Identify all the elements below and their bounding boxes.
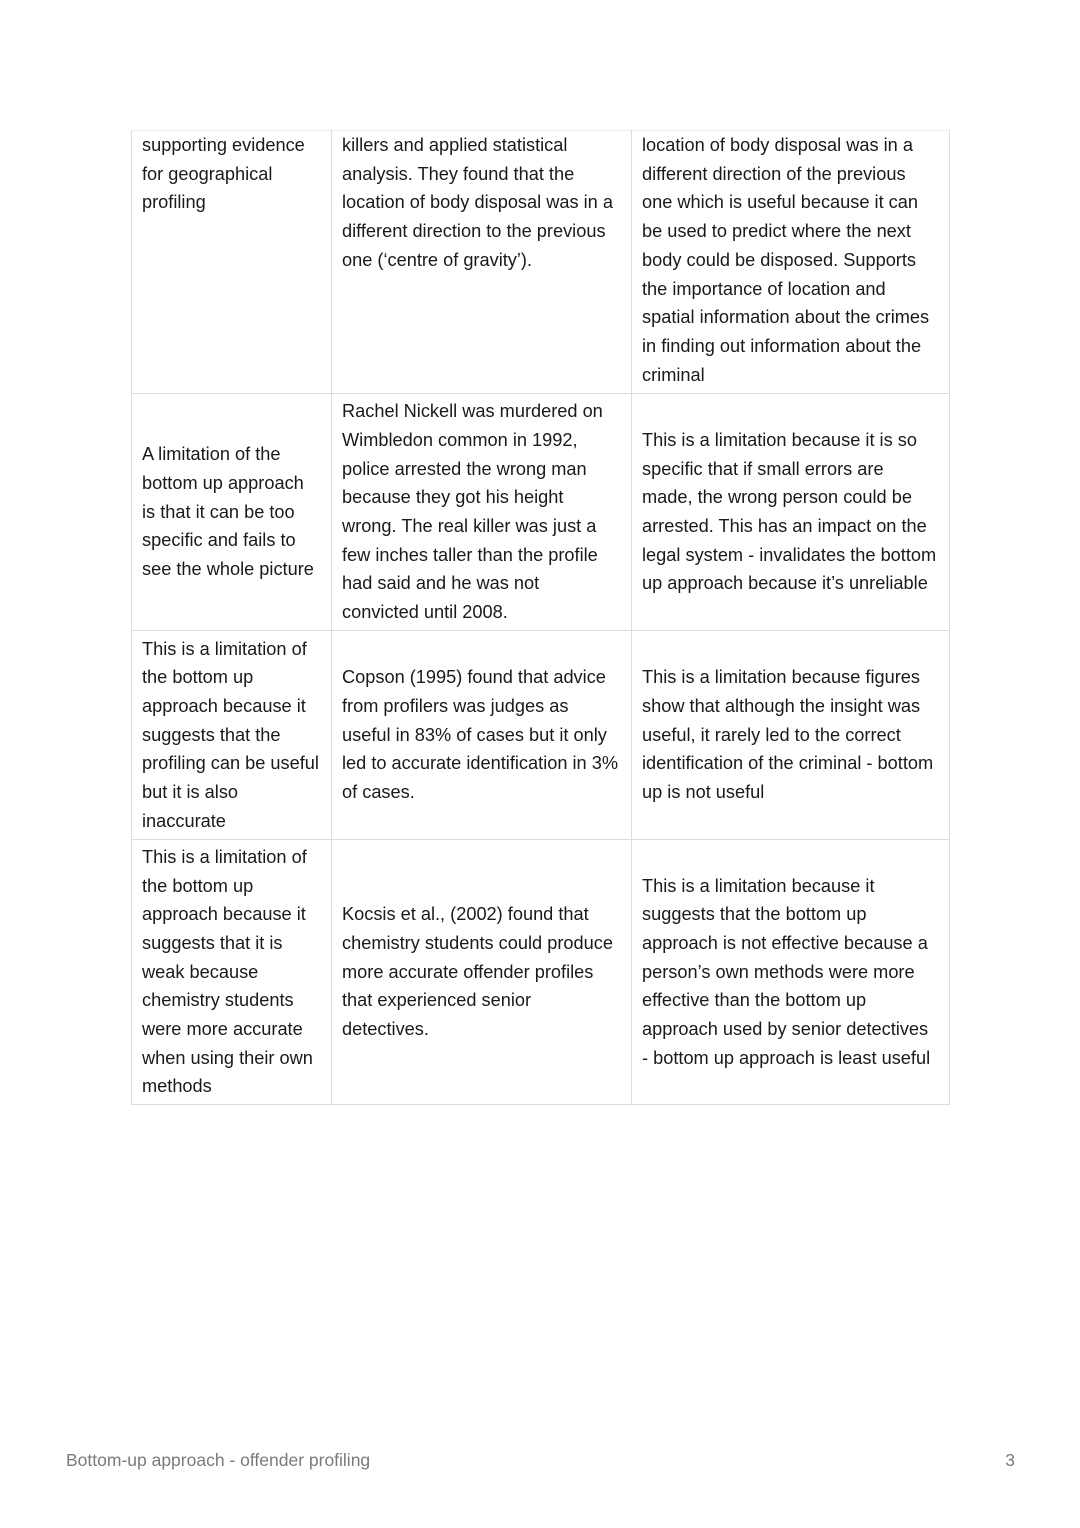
table-row [132,131,950,394]
evidence-cell: Copson (1995) found that advice from profilers was judges as useful in 83% of cases but it only led to accurate identification in 3% of cases. [332,631,632,840]
explanation-cell: This is a limitation because figures show that although the insight was useful, it rarely led to the correct identification of the criminal - bottom up is not useful [632,631,950,840]
point-cell: A limitation of the bottom up approach is that it can be too specific and fails to see the whole picture [132,394,332,631]
table-row [132,631,950,840]
explanation-cell: This is a limitation because it is so specific that if small errors are made, the wrong person could be arrested. This has an impact on the legal system - invalidates the bottom up approach because it’s unreliable [632,394,950,631]
evidence-cell: Rachel Nickell was murdered on Wimbledon common in 1992, police arrested the wrong man because they got his height wrong. The real killer was just a few inches taller than the profile had said and he was not convicted until 2008. [332,394,632,631]
table-row [132,840,950,1105]
page-number: 3 [1005,1450,1015,1470]
point-cell: supporting evidence for geographical profiling [132,131,332,394]
evaluation-table [131,130,950,1105]
explanation-cell: location of body disposal was in a different direction of the previous one which is useful because it can be used to predict where the next body could be disposed. Supports the importance of location and spatial information about the crimes in finding out information about the criminal [632,131,950,394]
explanation-cell: This is a limitation because it suggests that the bottom up approach is not effective because a person’s own methods were more effective than the bottom up approach used by senior detectives - bottom up approach is least useful [632,840,950,1105]
evidence-cell: Kocsis et al., (2002) found that chemistry students could produce more accurate offender profiles that experienced senior detectives. [332,840,632,1105]
table-row [132,394,950,631]
evidence-cell: killers and applied statistical analysis. They found that the location of body disposal was in a different direction to the previous one (‘centre of gravity’). [332,131,632,394]
point-cell: This is a limitation of the bottom up approach because it suggests that the profiling can be useful but it is also inaccurate [132,631,332,840]
footer-document-title: Bottom-up approach - offender profiling [66,1450,371,1470]
point-cell: This is a limitation of the bottom up approach because it suggests that it is weak because chemistry students were more accurate when using their own methods [132,840,332,1105]
